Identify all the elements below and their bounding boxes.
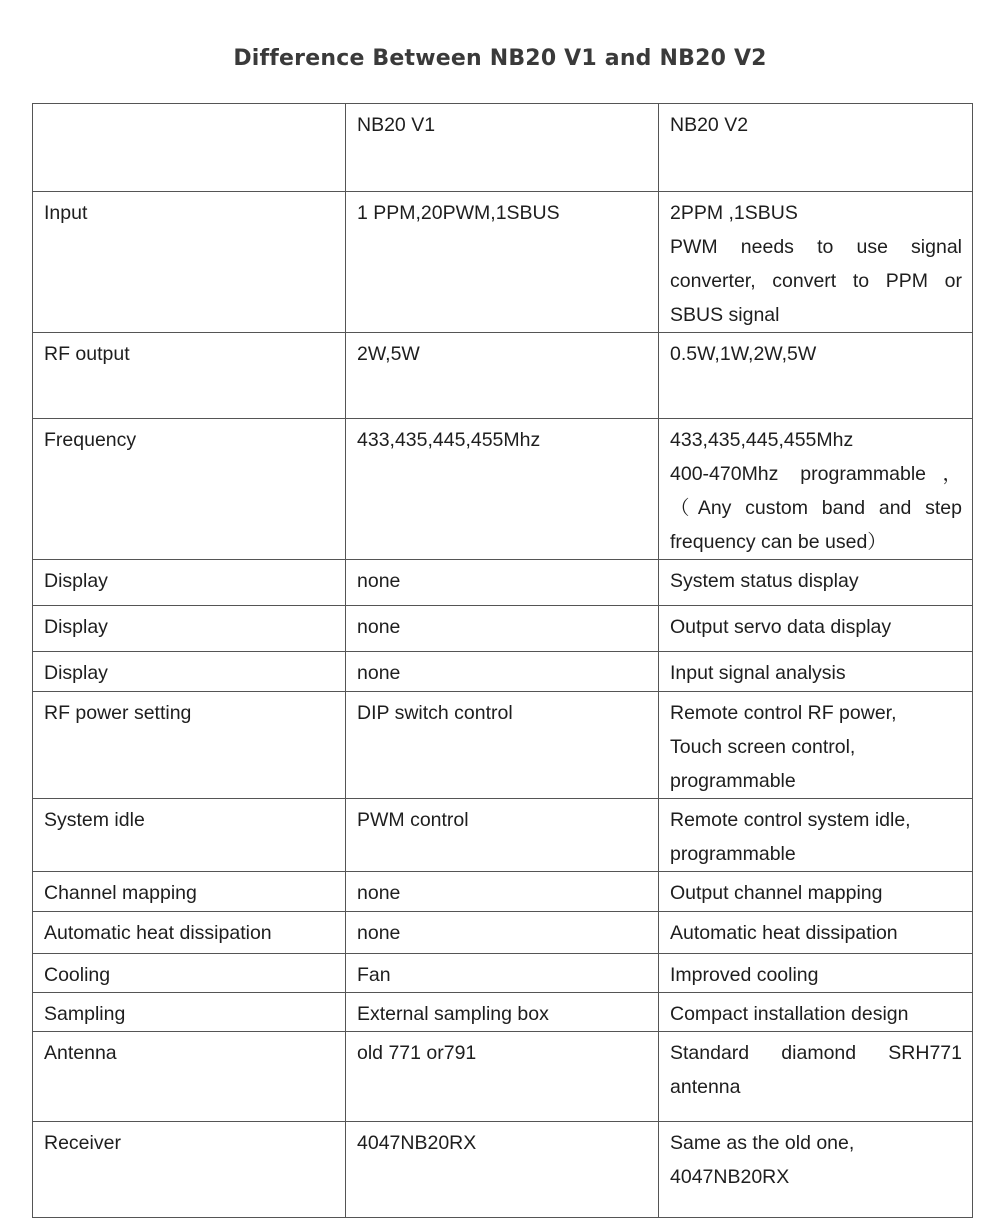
v2-line: SBUS signal <box>670 304 780 326</box>
table-row-heat-dissipation <box>33 912 973 954</box>
v2-line: Improved cooling <box>670 964 819 986</box>
v2-line: converter, convert to PPM or <box>670 270 962 292</box>
v2-line: Remote control RF power, <box>670 702 897 724</box>
v1-cell: old 771 or791 <box>346 1032 659 1122</box>
v2-cell <box>659 1122 973 1218</box>
feature-cell: Channel mapping <box>33 872 346 912</box>
feature-cell: Cooling <box>33 954 346 993</box>
v2-line: PWM needs to use signal <box>670 236 962 258</box>
feature-cell: RF power setting <box>33 692 346 799</box>
feature-cell: Antenna <box>33 1032 346 1122</box>
header-cell-v1: NB20 V1 <box>346 104 659 192</box>
v1-cell: 2W,5W <box>346 333 659 419</box>
v2-line: Output servo data display <box>670 616 892 638</box>
v2-line: Same as the old one, <box>670 1132 855 1154</box>
table-row-display-input <box>33 652 973 692</box>
v2-cell <box>659 419 973 560</box>
v1-cell: none <box>346 560 659 606</box>
feature-cell: Display <box>33 652 346 692</box>
v1-cell: 433,435,445,455Mhz <box>346 419 659 560</box>
v2-cell <box>659 560 973 606</box>
v2-cell <box>659 606 973 652</box>
table-header-row <box>33 104 973 192</box>
v1-cell: 4047NB20RX <box>346 1122 659 1218</box>
comparison-table <box>32 103 973 1218</box>
v1-cell: none <box>346 912 659 954</box>
v2-line: 0.5W,1W,2W,5W <box>670 343 817 365</box>
v2-line: Remote control system idle, <box>670 809 911 831</box>
table-row-input <box>33 192 973 333</box>
v2-line: frequency can be used） <box>670 531 887 553</box>
header-cell-v2: NB20 V2 <box>659 104 973 192</box>
v2-cell <box>659 192 973 333</box>
table-row-display-status <box>33 560 973 606</box>
table-row-cooling <box>33 954 973 993</box>
v1-cell: PWM control <box>346 799 659 872</box>
feature-cell: RF output <box>33 333 346 419</box>
table-row-rf-output <box>33 333 973 419</box>
v2-line: programmable <box>670 770 796 792</box>
v1-cell: 1 PPM,20PWM,1SBUS <box>346 192 659 333</box>
feature-cell: Frequency <box>33 419 346 560</box>
v2-cell <box>659 692 973 799</box>
v2-line: Input signal analysis <box>670 662 846 684</box>
v1-cell: External sampling box <box>346 993 659 1032</box>
v2-line: 2PPM ,1SBUS <box>670 202 798 224</box>
feature-cell: Display <box>33 606 346 652</box>
v2-line: 433,435,445,455Mhz <box>670 429 854 451</box>
v2-cell <box>659 1032 973 1122</box>
v2-line: 4047NB20RX <box>670 1166 790 1188</box>
table-row-frequency <box>33 419 973 560</box>
v2-line: Output channel mapping <box>670 882 883 904</box>
v2-cell <box>659 954 973 993</box>
v2-line: Compact installation design <box>670 1003 909 1025</box>
v2-line: System status display <box>670 570 859 592</box>
v1-cell: DIP switch control <box>346 692 659 799</box>
table-row-antenna <box>33 1032 973 1122</box>
v2-cell <box>659 799 973 872</box>
v2-cell <box>659 912 973 954</box>
v1-cell: none <box>346 606 659 652</box>
v2-cell <box>659 993 973 1032</box>
table-row-display-servo <box>33 606 973 652</box>
v2-line: Automatic heat dissipation <box>670 922 898 944</box>
v1-cell: none <box>346 652 659 692</box>
v2-cell <box>659 652 973 692</box>
v2-line: Standard diamond SRH771 <box>670 1042 962 1064</box>
v2-cell <box>659 333 973 419</box>
v2-line: programmable <box>670 843 796 865</box>
feature-cell: Input <box>33 192 346 333</box>
v2-line: （Any custom band and step <box>670 497 962 519</box>
v2-line: antenna <box>670 1076 741 1098</box>
feature-cell: Sampling <box>33 993 346 1032</box>
header-cell-feature <box>33 104 346 192</box>
feature-cell: System idle <box>33 799 346 872</box>
v2-line: 400-470Mhz programmable， <box>670 463 962 485</box>
v1-cell: none <box>346 872 659 912</box>
feature-cell: Receiver <box>33 1122 346 1218</box>
feature-cell: Automatic heat dissipation <box>33 912 346 954</box>
feature-cell: Display <box>33 560 346 606</box>
table-row-rf-power-setting <box>33 692 973 799</box>
v1-cell: Fan <box>346 954 659 993</box>
table-row-sampling <box>33 993 973 1032</box>
page-title: Difference Between NB20 V1 and NB20 V2 <box>233 46 767 71</box>
table-row-channel-mapping <box>33 872 973 912</box>
table-row-receiver <box>33 1122 973 1218</box>
table-row-system-idle <box>33 799 973 872</box>
v2-cell <box>659 872 973 912</box>
v2-line: Touch screen control, <box>670 736 856 758</box>
